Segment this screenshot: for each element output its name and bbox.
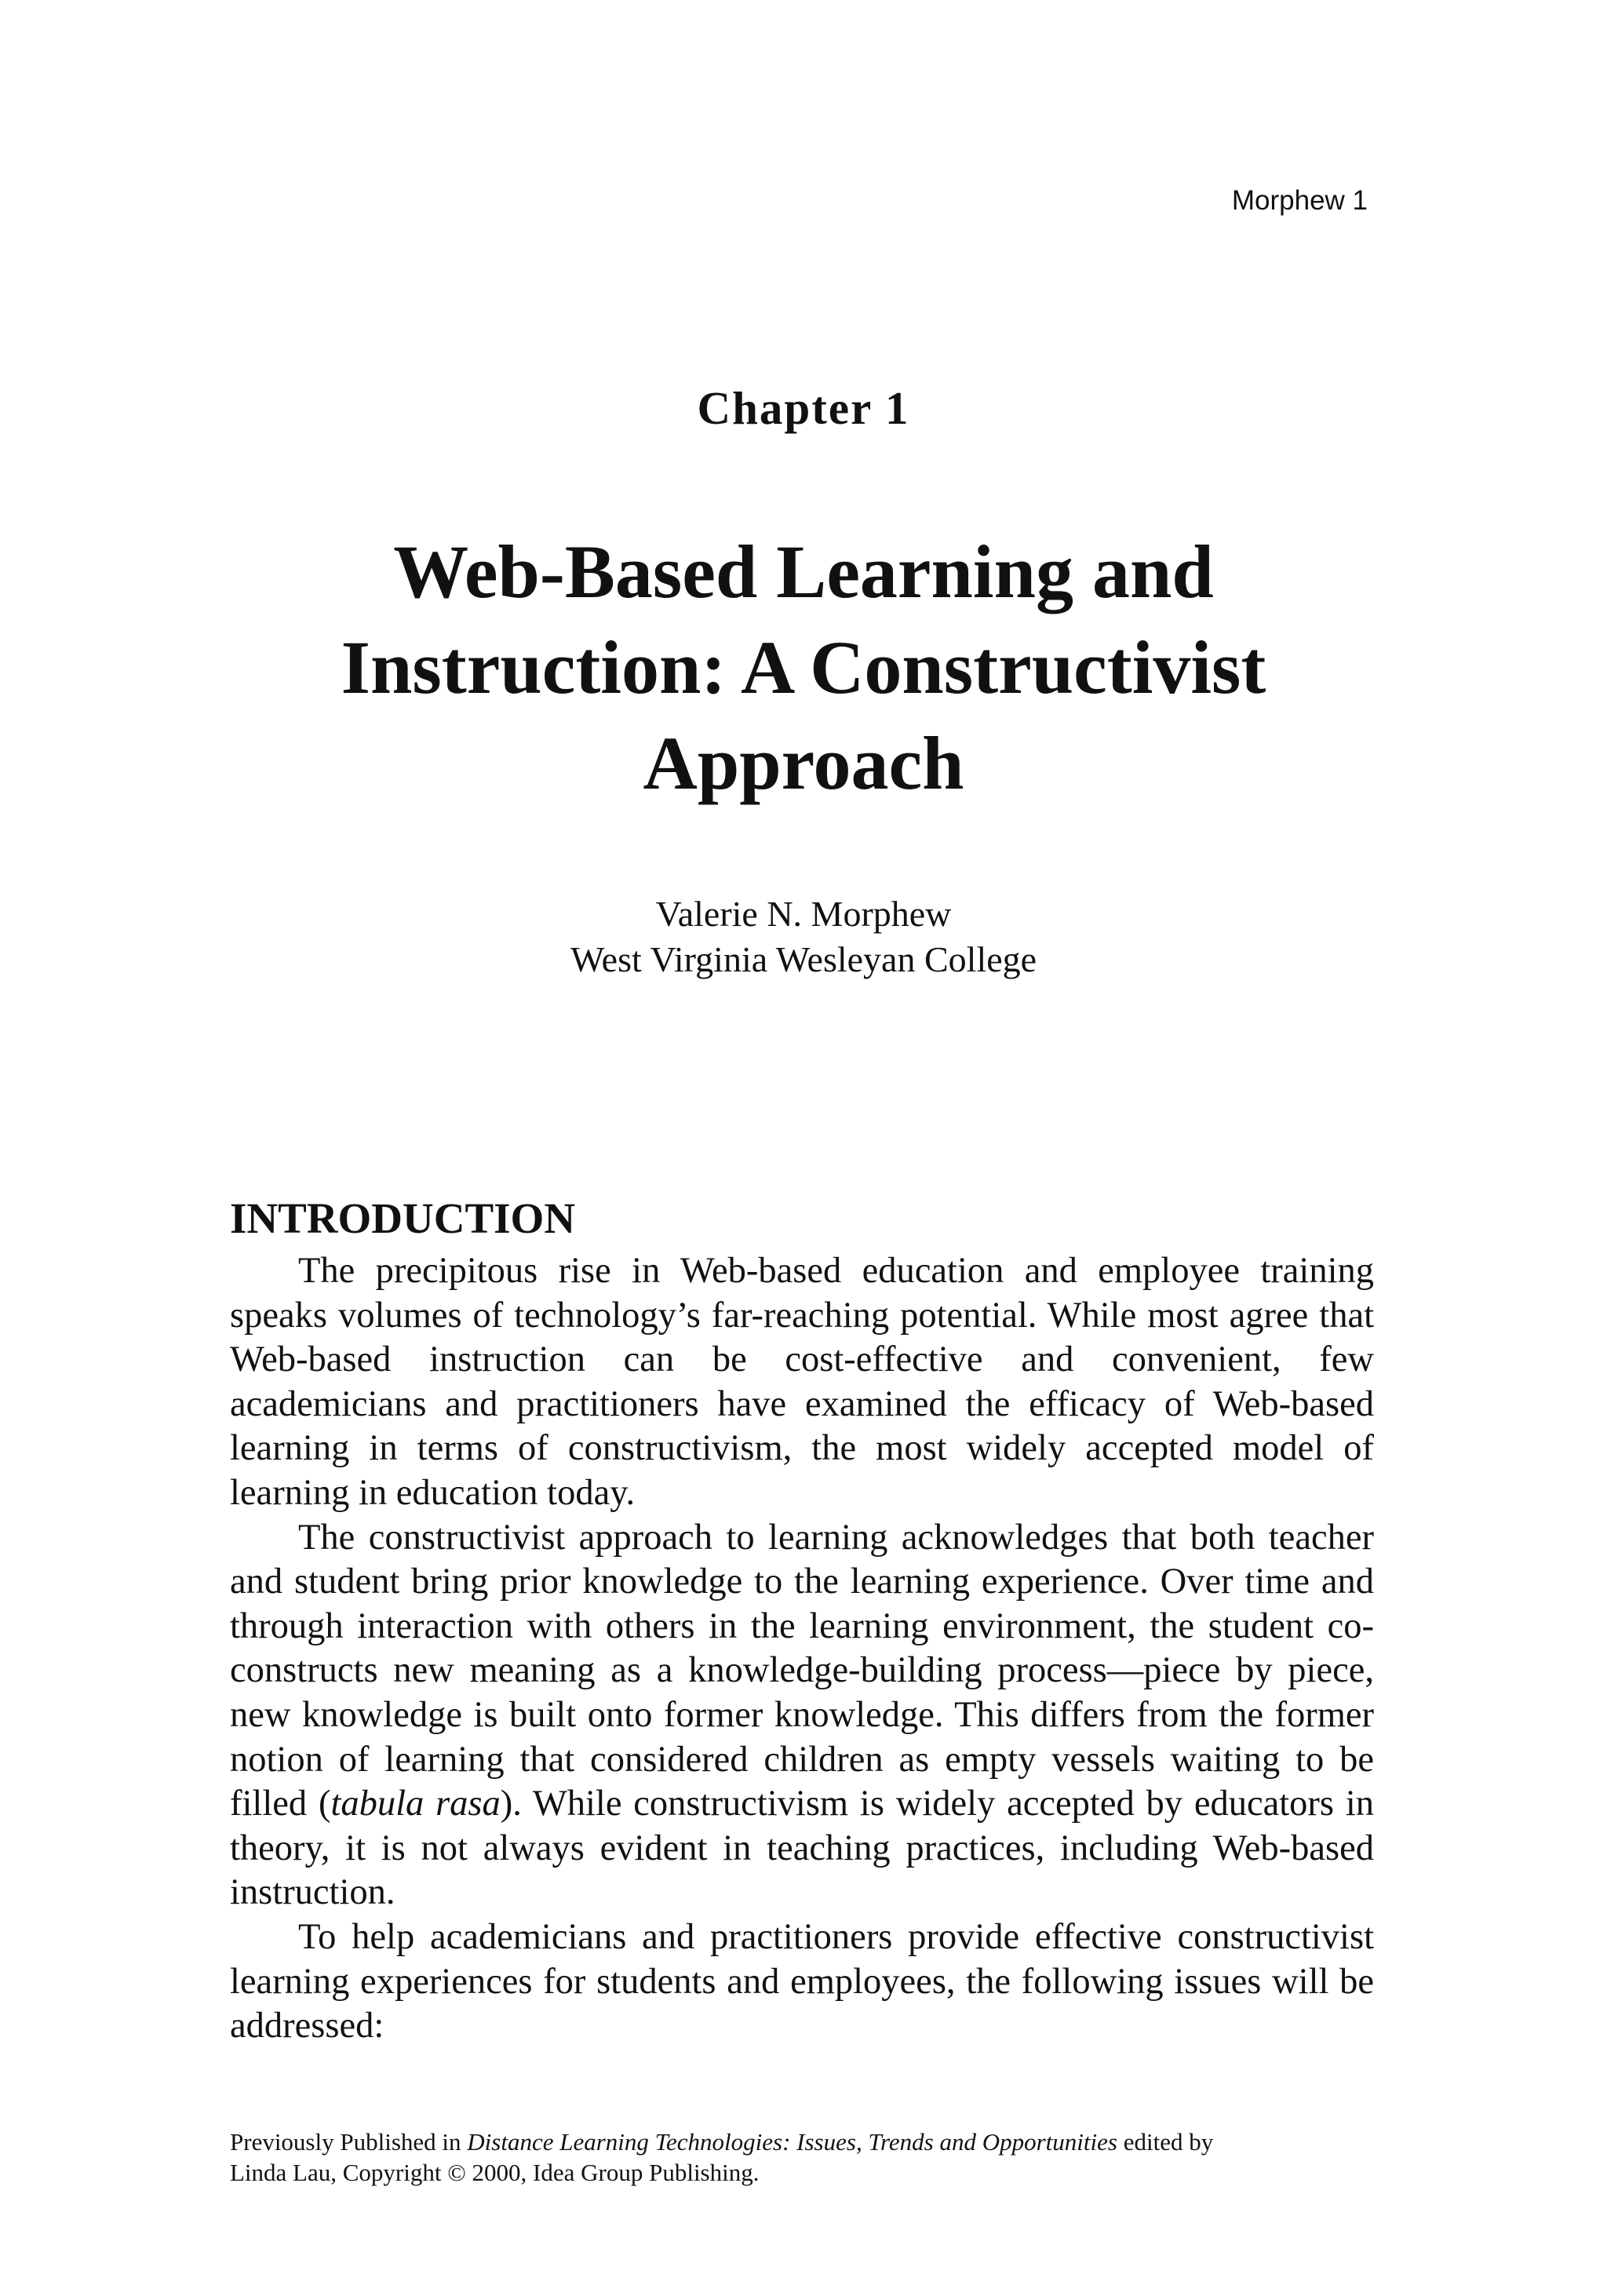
paragraph: To help academicians and practitioners provide effective constructivist learning experiences for students and employees, the following issues will be addressed: bbox=[230, 1916, 1374, 2046]
chapter-title-line: Approach bbox=[643, 721, 964, 805]
paragraph: The precipitous rise in Web-based education and employee training speaks volumes of technology’s far-reaching potential. While most agree that Web-based instruction can be cost-effective and convenient, few academicians and practitioners have examined the efficacy of Web-based learning in terms of constructivism, the most widely accepted model of learning in education today. bbox=[230, 1251, 1374, 1513]
byline bbox=[0, 891, 1607, 982]
author-name: Valerie N. Morphew bbox=[655, 894, 952, 934]
footnote-source-title: Distance Learning Technologies: Issues, Trends and Opportunities bbox=[467, 2128, 1117, 2156]
footnote-line: Linda Lau, Copyright © 2000, Idea Group Publishing. bbox=[230, 2159, 760, 2186]
chapter-title-line: Instruction: A Constructivist bbox=[341, 625, 1266, 709]
paragraph-text: The constructivist approach to learning acknowledges that both teacher and student bring prior knowledge to the learning experience. Over time and through interaction with others in the learning environment, the student co-constructs new meaning as a knowledge-building process—piece by piece, new knowledge is built onto former knowledge. This differs from the former notion of learning that considered children as empty vessels waiting to be filled ( bbox=[230, 1517, 1374, 1824]
footnote-suffix: edited by bbox=[1117, 2128, 1214, 2156]
footnote-prefix: Previously Published in bbox=[230, 2128, 468, 2156]
chapter-title bbox=[254, 524, 1353, 811]
running-head: Morphew 1 bbox=[1231, 185, 1368, 216]
footnote bbox=[230, 2127, 1391, 2188]
italic-term: tabula rasa bbox=[330, 1784, 501, 1824]
body-text bbox=[230, 1249, 1374, 2049]
paragraph bbox=[230, 1516, 1374, 1915]
section-heading: INTRODUCTION bbox=[230, 1194, 576, 1242]
paragraph-text: ). While constructivism is widely accepted by educators in theory, it is not always evident in teaching practices, including Web-based instruction. bbox=[230, 1784, 1374, 1913]
footnote-line bbox=[230, 2127, 1391, 2157]
chapter-label: Chapter 1 bbox=[697, 382, 910, 434]
chapter-title-line: Web-Based Learning and bbox=[393, 530, 1214, 614]
author-affiliation: West Virginia Wesleyan College bbox=[570, 939, 1037, 979]
